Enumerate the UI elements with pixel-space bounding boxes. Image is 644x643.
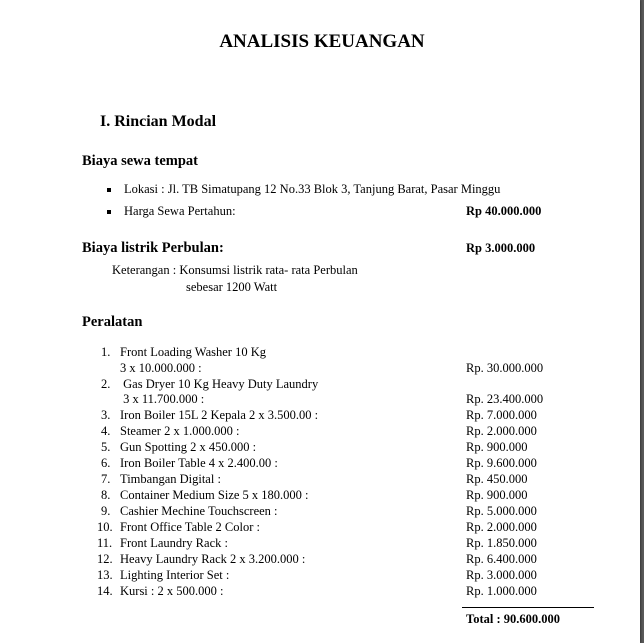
item-value: Rp. 5.000.000 <box>466 504 537 518</box>
item-number: 3. <box>101 408 111 422</box>
item-value: Rp. 1.850.000 <box>466 536 537 550</box>
item-label: Lighting Interior Set : <box>120 568 230 582</box>
keterangan-line-1: Keterangan : Konsumsi listrik rata- rata Perbulan <box>112 263 358 277</box>
item-number: 1. <box>101 345 111 359</box>
item-number: 11. <box>97 536 113 550</box>
item-number: 5. <box>101 440 111 454</box>
item-number: 13. <box>97 568 113 582</box>
item-value: Rp. 900.000 <box>466 440 528 454</box>
item-label: Gun Spotting 2 x 450.000 : <box>120 440 257 454</box>
item-label: Timbangan Digital : <box>120 472 221 486</box>
item-label: Iron Boiler 15L 2 Kepala 2 x 3.500.00 : <box>120 408 319 422</box>
item-number: 4. <box>101 424 111 438</box>
item-label: Heavy Laundry Rack 2 x 3.200.000 : <box>120 552 306 566</box>
item-number: 8. <box>101 488 111 502</box>
item-number: 2. <box>101 377 111 391</box>
document-title: ANALISIS KEUANGAN <box>219 31 425 52</box>
harga-sewa-label: Harga Sewa Pertahun: <box>124 204 236 218</box>
item-label: Container Medium Size 5 x 180.000 : <box>120 488 309 502</box>
item-value: Rp. 450.000 <box>466 472 528 486</box>
item-number: 9. <box>101 504 111 518</box>
item-value: Rp. 23.400.000 <box>466 392 544 406</box>
item-value: Rp. 30.000.000 <box>466 361 544 375</box>
keterangan-line-2: sebesar 1200 Watt <box>186 280 278 294</box>
harga-sewa-value: Rp 40.000.000 <box>466 204 542 218</box>
item-value: Rp. 2.000.000 <box>466 424 537 438</box>
item-number: 10. <box>97 520 113 534</box>
item-label: Front Office Table 2 Color : <box>120 520 260 534</box>
item-value: Rp. 6.400.000 <box>466 552 537 566</box>
item-number: 6. <box>101 456 111 470</box>
heading-biaya-sewa: Biaya sewa tempat <box>82 153 198 169</box>
total-value: Total : 90.600.000 <box>466 612 560 626</box>
biaya-listrik-value: Rp 3.000.000 <box>466 241 536 255</box>
heading-biaya-listrik: Biaya listrik Perbulan: <box>82 240 224 256</box>
item-sub: 3 x 11.700.000 : <box>120 392 205 406</box>
section-heading-rincian-modal: I. Rincian Modal <box>100 113 217 130</box>
item-number: 14. <box>97 584 113 598</box>
item-value: Rp. 2.000.000 <box>466 520 537 534</box>
item-value: Rp. 1.000.000 <box>466 584 537 598</box>
item-value: Rp. 3.000.000 <box>466 568 537 582</box>
total-divider <box>462 607 594 608</box>
heading-peralatan: Peralatan <box>82 314 143 330</box>
item-number: 12. <box>97 552 113 566</box>
item-value: Rp. 9.600.000 <box>466 456 537 470</box>
item-label: Front Laundry Rack : <box>120 536 228 550</box>
item-value: Rp. 900.000 <box>466 488 528 502</box>
item-label: Kursi : 2 x 500.000 : <box>120 584 224 598</box>
item-value: Rp. 7.000.000 <box>466 408 537 422</box>
item-label: Iron Boiler Table 4 x 2.400.00 : <box>120 456 278 470</box>
item-label: Front Loading Washer 10 Kg <box>120 345 266 359</box>
item-label: Steamer 2 x 1.000.000 : <box>120 424 240 438</box>
item-label: Gas Dryer 10 Kg Heavy Duty Laundry <box>120 377 319 391</box>
bullet-icon <box>107 188 111 192</box>
item-number: 7. <box>101 472 111 486</box>
lokasi-text: Lokasi : Jl. TB Simatupang 12 No.33 Blok 3, Tanjung Barat, Pasar Minggu <box>124 182 501 196</box>
item-label: Cashier Mechine Touchscreen : <box>120 504 278 518</box>
bullet-icon <box>107 210 111 214</box>
item-sub: 3 x 10.000.000 : <box>120 361 202 375</box>
